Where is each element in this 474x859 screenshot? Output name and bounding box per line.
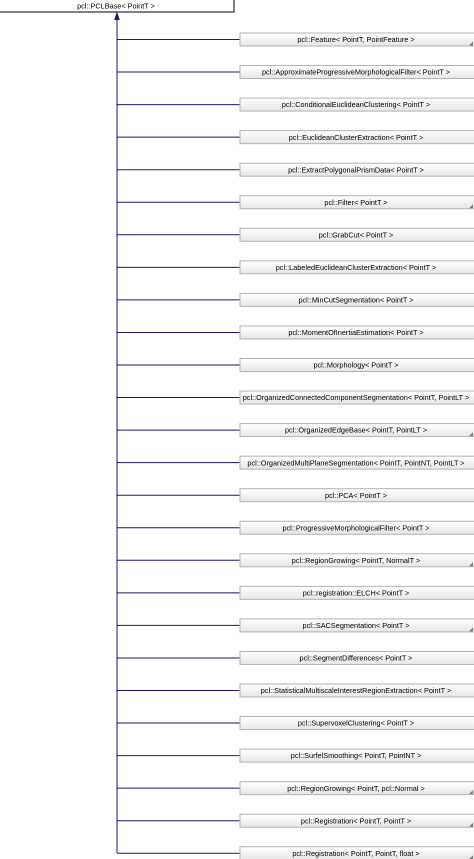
derived-class-node[interactable] [117, 586, 474, 599]
derived-class-label: pcl::OrganizedMultiPlaneSegmentation< PointT, PointNT, PointLT > [247, 458, 465, 468]
derived-class-node[interactable] [117, 196, 474, 209]
base-class-label: pcl::PCLBase< PointT > [77, 1, 155, 11]
derived-class-label: pcl::StatisticalMultiscaleInterestRegionExtraction< PointT > [260, 686, 452, 696]
derived-class-label: pcl::Morphology< PointT > [313, 360, 399, 370]
derived-class-node[interactable] [117, 131, 474, 144]
derived-class-node[interactable] [117, 163, 474, 176]
derived-class-label: pcl::EuclideanClusterExtraction< PointT > [288, 132, 424, 142]
derived-class-label: pcl::ConditionalEuclideanClustering< PointT > [281, 100, 431, 110]
derived-class-node[interactable] [117, 814, 474, 827]
derived-class-node[interactable] [117, 782, 474, 795]
derived-class-node[interactable] [117, 326, 474, 339]
derived-class-node[interactable] [117, 651, 474, 664]
derived-class-label: pcl::GrabCut< PointT > [318, 230, 394, 240]
derived-class-node[interactable] [117, 847, 474, 859]
derived-class-node[interactable] [117, 293, 474, 306]
derived-class-node[interactable] [117, 33, 474, 46]
derived-class-label: pcl::ExtractPolygonalPrismData< PointT > [288, 165, 424, 175]
derived-class-label: pcl::SupervoxelClustering< PointT > [297, 718, 415, 728]
derived-class-label: pcl::Registration< PointT, PointT > [300, 816, 412, 826]
derived-class-node[interactable] [117, 684, 474, 697]
derived-class-node[interactable] [117, 554, 474, 567]
derived-class-node[interactable] [117, 489, 474, 502]
derived-class-label: pcl::MinCutSegmentation< PointT > [298, 295, 414, 305]
derived-class-label: pcl::SegmentDifferences< PointT > [299, 653, 413, 663]
derived-class-label: pcl::OrganizedEdgeBase< PointT, PointLT > [284, 425, 428, 435]
derived-class-node[interactable] [117, 359, 474, 372]
derived-class-node[interactable] [117, 66, 474, 79]
derived-class-node[interactable] [117, 521, 474, 534]
derived-class-node[interactable] [117, 717, 474, 730]
derived-class-label: pcl::Registration< PointT, PointT, float > [292, 848, 420, 858]
derived-class-node[interactable] [117, 619, 474, 632]
derived-class-node[interactable] [117, 456, 474, 469]
derived-class-node[interactable] [117, 749, 474, 762]
derived-class-label: pcl::PCA< PointT > [325, 490, 387, 500]
base-class-node[interactable] [0, 0, 234, 12]
derived-class-label: pcl::SACSegmentation< PointT > [302, 621, 410, 630]
derived-class-label: pcl::Filter< PointT > [324, 197, 388, 207]
derived-class-label: pcl::registration::ELCH< PointT > [302, 588, 410, 598]
derived-class-label: pcl::OrganizedConnectedComponentSegmentation< PointT, PointLT > [242, 393, 470, 403]
inheritance-arrow-icon [114, 12, 120, 21]
derived-class-node[interactable] [117, 98, 474, 111]
derived-class-label: pcl::Feature< PointT, PointFeature > [297, 35, 415, 45]
derived-class-label: pcl::MomentOfInertiaEstimation< PointT > [288, 328, 424, 338]
derived-class-label: pcl::RegionGrowing< PointT, pcl::Normal > [287, 783, 425, 793]
derived-class-node[interactable] [117, 228, 474, 241]
derived-class-list [117, 33, 474, 859]
derived-class-label: pcl::SurfelSmoothing< PointT, PointNT > [290, 751, 422, 761]
derived-class-node[interactable] [117, 391, 474, 404]
derived-class-label: pcl::LabeledEuclideanClusterExtraction< PointT > [275, 262, 437, 272]
derived-class-node[interactable] [117, 424, 474, 437]
derived-class-label: pcl::ProgressiveMorphologicalFilter< PointT > [282, 523, 430, 533]
derived-class-node[interactable] [117, 261, 474, 274]
derived-class-label: pcl::RegionGrowing< PointT, NormalT > [291, 555, 421, 565]
derived-class-label: pcl::ApproximateProgressiveMorphologicalFilter< PointT > [261, 67, 451, 77]
